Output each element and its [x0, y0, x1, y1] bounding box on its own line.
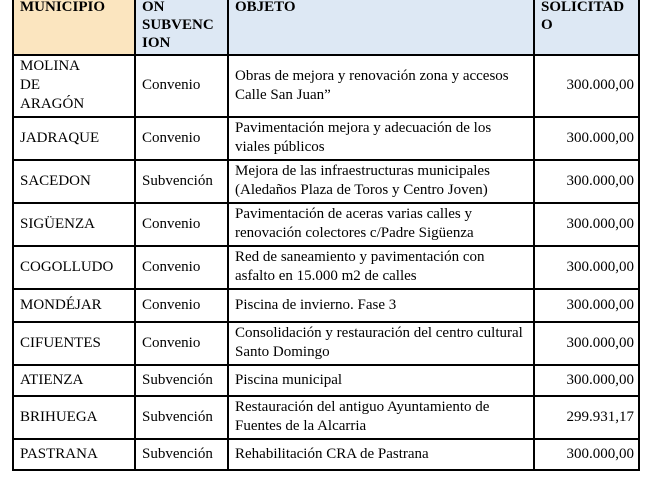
table-row: [13, 365, 639, 396]
header-objeto: OBJETO: [228, 0, 534, 55]
header-tipo: ON SUBVENC ION: [135, 0, 228, 55]
tipo-cell: Convenio: [135, 246, 228, 289]
tipo-cell: Convenio: [135, 289, 228, 322]
importe-cell: 300.000,00: [534, 439, 639, 470]
importe-cell: 300.000,00: [534, 246, 639, 289]
table-row: [13, 322, 639, 365]
municipio-cell: CIFUENTES: [13, 322, 135, 365]
objeto-cell: Pavimentación mejora y adecuación de los viales públicos: [228, 117, 534, 160]
objeto-cell: Rehabilitación CRA de Pastrana: [228, 439, 534, 470]
municipio-cell: ATIENZA: [13, 365, 135, 396]
municipio-cell: COGOLLUDO: [13, 246, 135, 289]
header-row: [13, 0, 639, 55]
importe-cell: 300.000,00: [534, 160, 639, 203]
tipo-cell: Convenio: [135, 322, 228, 365]
header-municipio: MUNICIPIO: [13, 0, 135, 55]
objeto-cell: Pavimentación de aceras varias calles y renovación colectores c/Padre Sigüenza: [228, 203, 534, 246]
header-importe: SOLICITAD O: [534, 0, 639, 55]
objeto-cell: Red de saneamiento y pavimentación con asfalto en 15.000 m2 de calles: [228, 246, 534, 289]
importe-cell: 300.000,00: [534, 55, 639, 117]
table-row: [13, 246, 639, 289]
municipio-cell: SACEDON: [13, 160, 135, 203]
importe-cell: 300.000,00: [534, 365, 639, 396]
municipio-cell: JADRAQUE: [13, 117, 135, 160]
municipio-cell: BRIHUEGA: [13, 396, 135, 439]
table-row: [13, 117, 639, 160]
tipo-cell: Convenio: [135, 55, 228, 117]
municipio-cell: PASTRANA: [13, 439, 135, 470]
tipo-cell: Convenio: [135, 117, 228, 160]
objeto-cell: Piscina de invierno. Fase 3: [228, 289, 534, 322]
importe-cell: 300.000,00: [534, 203, 639, 246]
importe-cell: 300.000,00: [534, 322, 639, 365]
objeto-cell: Mejora de las infraestructuras municipales (Aledaños Plaza de Toros y Centro Joven): [228, 160, 534, 203]
table-row: [13, 160, 639, 203]
table-row: [13, 55, 639, 117]
objeto-cell: Obras de mejora y renovación zona y accesos Calle San Juan”: [228, 55, 534, 117]
objeto-cell: Consolidación y restauración del centro cultural Santo Domingo: [228, 322, 534, 365]
municipio-cell: MONDÉJAR: [13, 289, 135, 322]
table-row: [13, 289, 639, 322]
tipo-cell: Subvención: [135, 365, 228, 396]
grants-table: [12, 0, 640, 471]
table-row: [13, 439, 639, 470]
municipio-cell: SIGÜENZA: [13, 203, 135, 246]
municipio-cell: MOLINA DE ARAGÓN: [13, 55, 135, 117]
tipo-cell: Subvención: [135, 160, 228, 203]
table-row: [13, 396, 639, 439]
objeto-cell: Piscina municipal: [228, 365, 534, 396]
objeto-cell: Restauración del antiguo Ayuntamiento de Fuentes de la Alcarria: [228, 396, 534, 439]
importe-cell: 299.931,17: [534, 396, 639, 439]
importe-cell: 300.000,00: [534, 117, 639, 160]
tipo-cell: Convenio: [135, 203, 228, 246]
importe-cell: 300.000,00: [534, 289, 639, 322]
tipo-cell: Subvención: [135, 439, 228, 470]
table-row: [13, 203, 639, 246]
tipo-cell: Subvención: [135, 396, 228, 439]
